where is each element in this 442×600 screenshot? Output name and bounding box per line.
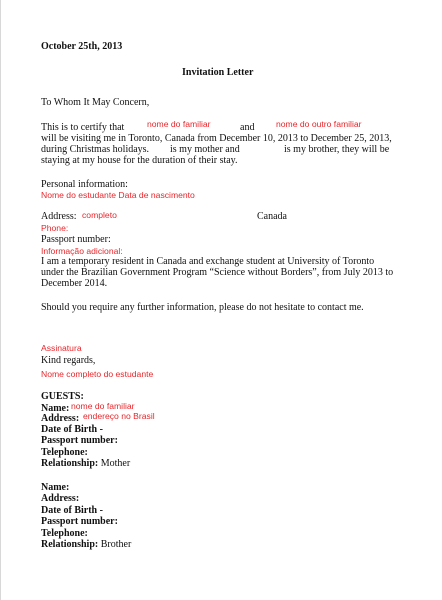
- placeholder-student-full-name: Nome completo do estudante: [41, 369, 154, 379]
- certify-line3-c: is my brother, they will be: [284, 144, 390, 155]
- guest2-telephone-label: Telephone:: [41, 528, 88, 539]
- exchange-line1: I am a temporary resident in Canada and exchange student at University of Toronto: [41, 256, 375, 267]
- passport-label: Passport number:: [41, 234, 111, 245]
- guest1-dob-label: Date of Birth -: [41, 424, 103, 435]
- certify-line3-b: is my mother and: [170, 144, 240, 155]
- exchange-line2: under the Brazilian Government Program “Science without Borders”, from July 2013 to: [41, 267, 394, 278]
- guest1-address-label: Address:: [41, 413, 80, 424]
- guest2-passport-label: Passport number:: [41, 516, 118, 527]
- guest1-relationship-label: Relationship:: [41, 458, 99, 469]
- placeholder-additional-info: Informação adicional:: [41, 246, 123, 256]
- exchange-paragraph: [41, 256, 393, 289]
- certify-line4: staying at my house for the duration of their stay.: [41, 155, 238, 166]
- address-label: Address:: [41, 211, 77, 222]
- further-info: Should you require any further information, please do not hesitate to contact me.: [41, 302, 364, 313]
- guest2-dob-label: Date of Birth -: [41, 505, 103, 516]
- letter-date: October 25th, 2013: [41, 41, 123, 52]
- placeholder-other-family-name: nome do outro familiar: [276, 119, 362, 129]
- certify-line1-and: and: [240, 122, 255, 133]
- placeholder-family-name: nome do familiar: [147, 119, 211, 129]
- salutation: To Whom It May Concern,: [41, 97, 150, 108]
- guest1-address-value: endereço no Brasil: [83, 411, 155, 421]
- country: Canada: [257, 211, 287, 222]
- guest1-name-value: nome do familiar: [71, 401, 135, 411]
- placeholder-student-name-dob: Nome do estudante Data de nascimento: [41, 190, 195, 200]
- guest2-relationship: [41, 539, 131, 550]
- guests-heading: GUESTS:: [41, 391, 84, 402]
- personal-info-label: Personal information:: [41, 179, 128, 190]
- closing: Kind regards,: [41, 355, 96, 366]
- certify-line2: will be visiting me in Toronto, Canada from December 10, 2013 to December 25, 2013,: [41, 133, 392, 144]
- guest2-name-label: Name:: [41, 482, 70, 493]
- exchange-line3: December 2014.: [41, 278, 108, 289]
- guest2-address-label: Address:: [41, 493, 80, 504]
- guest1-telephone-label: Telephone:: [41, 447, 88, 458]
- guest1-relationship-value: Mother: [100, 458, 131, 469]
- certify-line3-a: during Christmas holidays.: [41, 144, 150, 155]
- guest1-name-label: Name:: [41, 403, 70, 414]
- guest1-relationship: [41, 458, 130, 469]
- placeholder-signature: Assinatura: [41, 343, 82, 353]
- guest1-passport-label: Passport number:: [41, 435, 118, 446]
- letter-title: Invitation Letter: [182, 67, 254, 78]
- placeholder-address-complete: completo: [82, 210, 117, 220]
- phone-label: Phone:: [41, 223, 69, 233]
- certify-line1-start: This is to certify that: [41, 122, 125, 133]
- guest2-relationship-value: Brother: [100, 539, 132, 550]
- guest2-relationship-label: Relationship:: [41, 539, 99, 550]
